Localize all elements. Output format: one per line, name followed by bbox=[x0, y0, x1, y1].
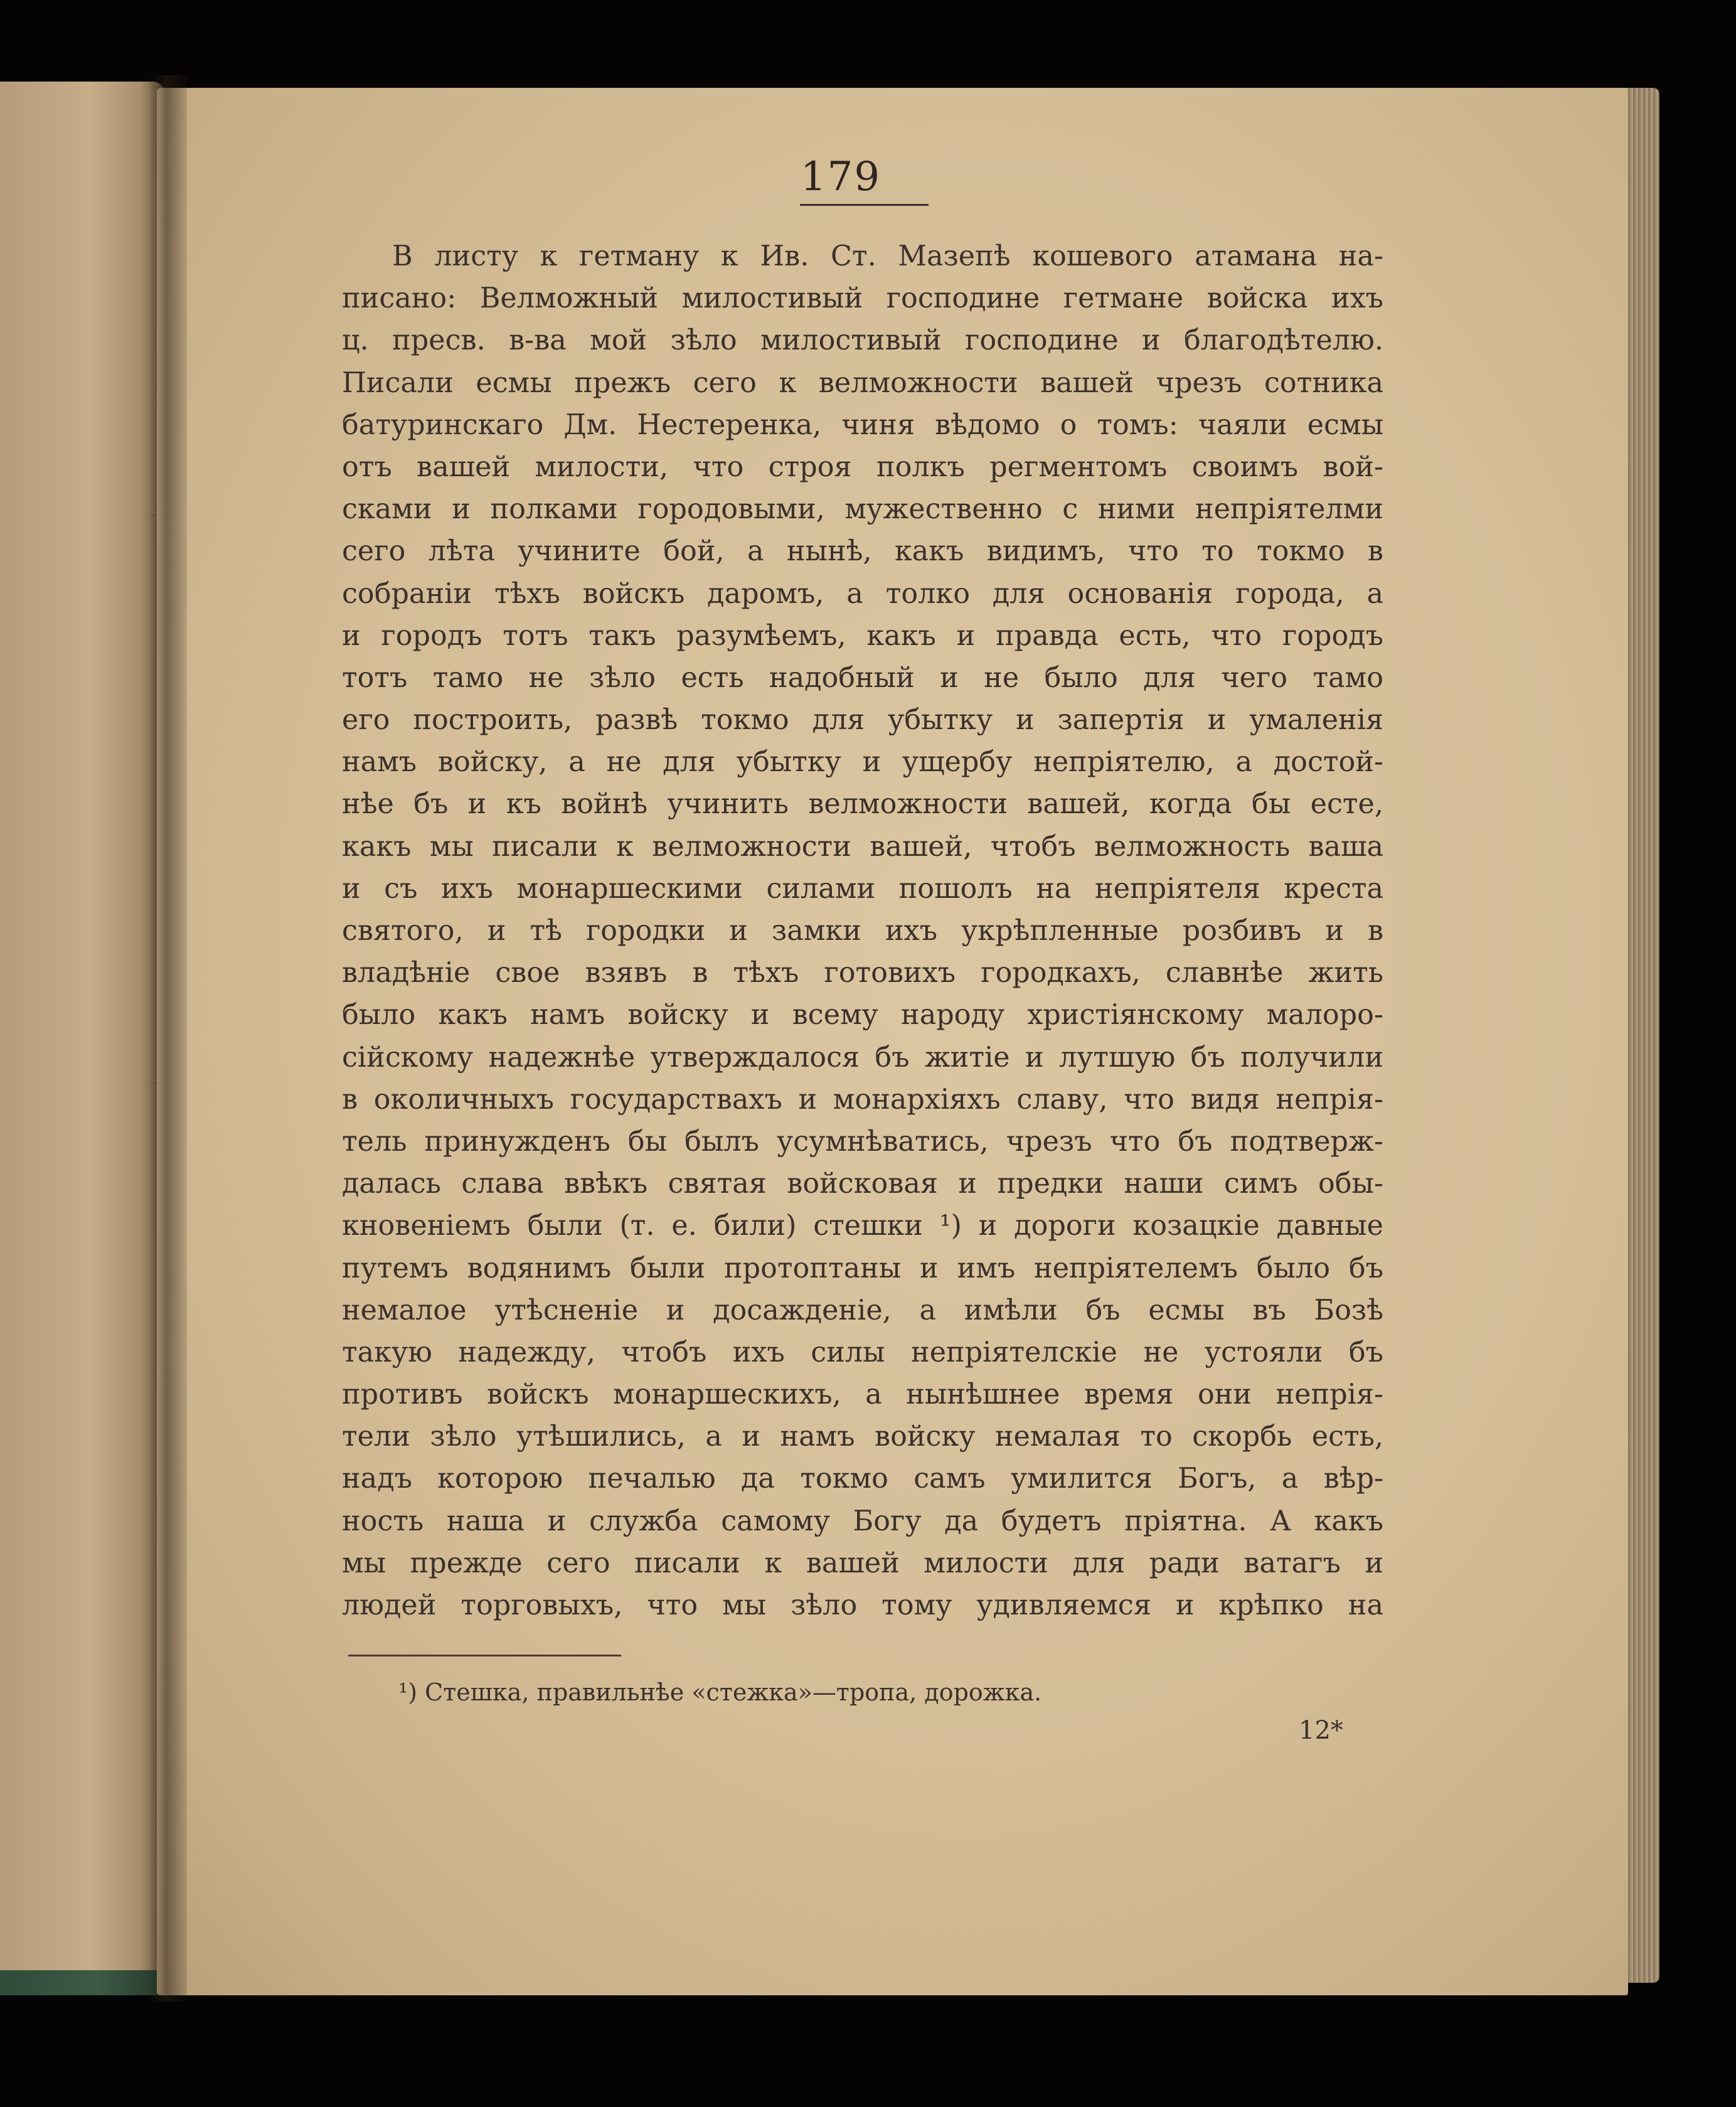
text-line: надъ которою печалью да токмо самъ умилится Богъ, а вѣр- bbox=[342, 1463, 1383, 1495]
text-line: и съ ихъ монаршескими силами пошолъ на непріятеля креста bbox=[342, 872, 1383, 905]
signature-mark: 12* bbox=[1299, 1716, 1343, 1745]
text-line: владѣніе свое взявъ в тѣхъ готовихъ городкахъ, славнѣе жить bbox=[342, 957, 1383, 989]
text-line: мы прежде сего писали к вашей милости для ради ватагъ и bbox=[342, 1547, 1383, 1579]
text-line: тели зѣло утѣшились, а и намъ войску немалая то скорбь есть, bbox=[342, 1421, 1383, 1453]
text-line: сего лѣта учините бой, а нынѣ, какъ видимъ, что то токмо в bbox=[342, 535, 1383, 568]
text-line: в околичныхъ государствахъ и монархіяхъ славу, что видя непрія- bbox=[342, 1083, 1383, 1116]
page-number: 179 bbox=[800, 154, 881, 200]
book-gutter bbox=[149, 75, 187, 2002]
text-line: сійскому надежнѣе утверждалося бъ житіе и лутшую бъ получили bbox=[342, 1041, 1383, 1074]
book-cover-edge bbox=[0, 1970, 164, 1995]
previous-page-edge bbox=[0, 82, 164, 1995]
text-line: людей торговыхъ, что мы зѣло тому удивляемся и крѣпко на bbox=[342, 1589, 1383, 1621]
footnote: ¹) Стешка, правильнѣе «стежка»—тропа, дорожка. bbox=[398, 1678, 1042, 1706]
body-text bbox=[342, 235, 1383, 1626]
text-line: путемъ водянимъ были протоптаны и имъ непріятелемъ было бъ bbox=[342, 1252, 1383, 1284]
text-line: немалое утѣсненіе и досажденіе, а имѣли бъ есмы въ Бозѣ bbox=[342, 1294, 1383, 1326]
text-line: противъ войскъ монаршескихъ, а нынѣшнее время они непрія- bbox=[342, 1379, 1383, 1411]
page-number-underline bbox=[800, 204, 929, 206]
text-line: далась слава ввѣкъ святая войсковая и предки наши симъ обы- bbox=[342, 1168, 1383, 1200]
footnote-divider bbox=[348, 1655, 621, 1656]
text-line: его построить, развѣ токмо для убытку и запертія и умаленія bbox=[342, 704, 1383, 737]
text-line: сками и полками городовыми, мужественно с ними непріятелми bbox=[342, 493, 1383, 526]
text-line: кновеніемъ были (т. е. били) стешки ¹) и дороги козацкіе давные bbox=[342, 1210, 1383, 1242]
text-line: В листу к гетману к Ив. Ст. Мазепѣ кошевого атамана на- bbox=[392, 240, 1383, 272]
text-line: нѣе бъ и къ войнѣ учинить велможности вашей, когда бы есте, bbox=[342, 788, 1383, 821]
text-line: такую надежду, чтобъ ихъ силы непріятелскіе не устояли бъ bbox=[342, 1336, 1383, 1368]
text-line: святого, и тѣ городки и замки ихъ укрѣпленные розбивъ и в bbox=[342, 915, 1383, 947]
text-line: тель принужденъ бы былъ усумнѣватись, чрезъ что бъ подтверж- bbox=[342, 1125, 1383, 1158]
text-line: Писали есмы прежъ сего к велможности вашей чрезъ сотника bbox=[342, 366, 1383, 399]
text-line: батуринскаго Дм. Нестеренка, чиня вѣдомо о томъ: чаяли есмы bbox=[342, 408, 1383, 441]
text-line: писано: Велможный милостивый господине гетмане войска ихъ bbox=[342, 282, 1383, 315]
text-line: ность наша и служба самому Богу да будетъ пріятна. А какъ bbox=[342, 1505, 1383, 1537]
text-line: какъ мы писали к велможности вашей, чтобъ велможность ваша bbox=[342, 830, 1383, 863]
text-line: отъ вашей милости, что строя полкъ регментомъ своимъ вой- bbox=[342, 451, 1383, 483]
text-line: ц. пресв. в-ва мой зѣло милостивый господине и благодѣтелю. bbox=[342, 324, 1383, 357]
text-line: было какъ намъ войску и всему народу христіянскому малоро- bbox=[342, 999, 1383, 1032]
text-line: намъ войску, а не для убытку и ущербу непріятелю, а достой- bbox=[342, 746, 1383, 779]
text-line: собраніи тѣхъ войскъ даромъ, а толко для основанія города, а bbox=[342, 577, 1383, 610]
text-line: тотъ тамо не зѣло есть надобный и не было для чего тамо bbox=[342, 661, 1383, 694]
text-line: и городъ тотъ такъ разумѣемъ, какъ и правда есть, что городъ bbox=[342, 619, 1383, 652]
